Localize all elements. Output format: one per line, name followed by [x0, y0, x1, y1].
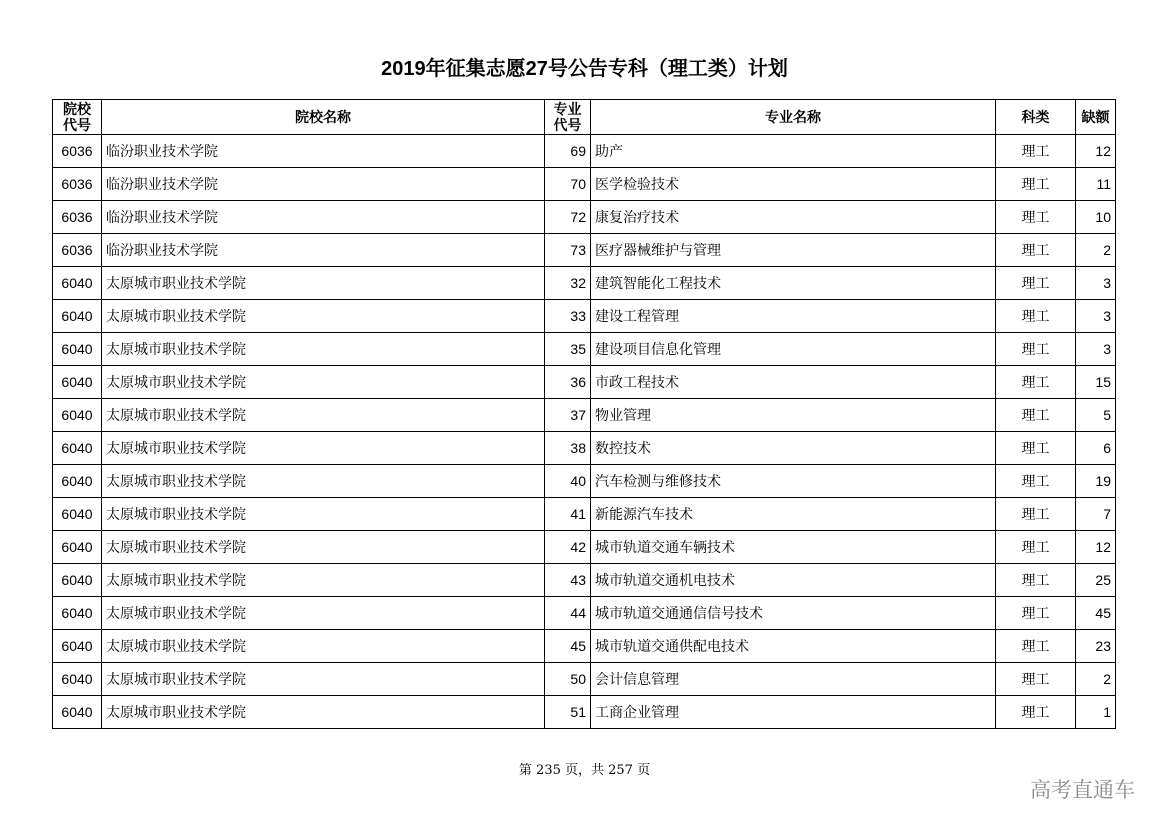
school-code-cell: 6040	[53, 630, 102, 663]
school-name-cell: 太原城市职业技术学院	[102, 663, 545, 696]
school-code-cell: 6036	[53, 135, 102, 168]
school-name-cell: 太原城市职业技术学院	[102, 366, 545, 399]
category-cell: 理工	[996, 498, 1076, 531]
school-code-cell: 6040	[53, 267, 102, 300]
table-row	[53, 399, 1116, 432]
category-cell: 理工	[996, 597, 1076, 630]
school-code-cell: 6040	[53, 366, 102, 399]
major-code-cell: 37	[545, 399, 591, 432]
quota-cell: 25	[1076, 564, 1116, 597]
page-footer: 第 235 页，共 257 页	[518, 763, 651, 778]
quota-cell: 10	[1076, 201, 1116, 234]
table-row	[53, 663, 1116, 696]
school-code-cell: 6040	[53, 531, 102, 564]
category-cell: 理工	[996, 432, 1076, 465]
quota-cell: 11	[1076, 168, 1116, 201]
major-name-cell: 会计信息管理	[591, 663, 996, 696]
major-code-cell: 40	[545, 465, 591, 498]
major-code-cell: 72	[545, 201, 591, 234]
quota-cell: 12	[1076, 531, 1116, 564]
school-code-cell: 6040	[53, 663, 102, 696]
major-name-cell: 物业管理	[591, 399, 996, 432]
school-code-cell: 6040	[53, 399, 102, 432]
major-code-cell: 73	[545, 234, 591, 267]
table-row	[53, 531, 1116, 564]
school-code-cell: 6040	[53, 498, 102, 531]
major-code-cell: 70	[545, 168, 591, 201]
quota-cell: 23	[1076, 630, 1116, 663]
major-name-cell: 城市轨道交通通信信号技术	[591, 597, 996, 630]
major-name-cell: 城市轨道交通供配电技术	[591, 630, 996, 663]
page-title: 2019年征集志愿27号公告专科（理工类）计划	[381, 58, 788, 80]
school-name-cell: 太原城市职业技术学院	[102, 465, 545, 498]
table-header-row	[53, 100, 1116, 135]
category-cell: 理工	[996, 366, 1076, 399]
table-row	[53, 366, 1116, 399]
header-school-code: 院校 代号	[53, 100, 102, 135]
plan-table	[52, 99, 1116, 729]
school-code-cell: 6040	[53, 300, 102, 333]
school-name-cell: 太原城市职业技术学院	[102, 399, 545, 432]
major-code-cell: 51	[545, 696, 591, 729]
school-name-cell: 临汾职业技术学院	[102, 234, 545, 267]
major-code-cell: 45	[545, 630, 591, 663]
table-row	[53, 498, 1116, 531]
school-code-cell: 6036	[53, 201, 102, 234]
quota-cell: 1	[1076, 696, 1116, 729]
table-row	[53, 135, 1116, 168]
major-code-cell: 32	[545, 267, 591, 300]
table-row	[53, 432, 1116, 465]
school-code-cell: 6040	[53, 564, 102, 597]
quota-cell: 3	[1076, 333, 1116, 366]
header-quota: 缺额	[1076, 100, 1116, 135]
category-cell: 理工	[996, 564, 1076, 597]
major-name-cell: 助产	[591, 135, 996, 168]
school-name-cell: 太原城市职业技术学院	[102, 696, 545, 729]
school-name-cell: 临汾职业技术学院	[102, 135, 545, 168]
category-cell: 理工	[996, 663, 1076, 696]
school-name-cell: 太原城市职业技术学院	[102, 300, 545, 333]
school-name-cell: 太原城市职业技术学院	[102, 267, 545, 300]
header-category: 科类	[996, 100, 1076, 135]
quota-cell: 45	[1076, 597, 1116, 630]
category-cell: 理工	[996, 201, 1076, 234]
category-cell: 理工	[996, 399, 1076, 432]
category-cell: 理工	[996, 531, 1076, 564]
school-code-cell: 6040	[53, 597, 102, 630]
major-code-cell: 69	[545, 135, 591, 168]
quota-cell: 19	[1076, 465, 1116, 498]
watermark: 高考直通车	[1030, 778, 1135, 802]
category-cell: 理工	[996, 234, 1076, 267]
major-code-cell: 50	[545, 663, 591, 696]
major-code-cell: 35	[545, 333, 591, 366]
table-row	[53, 333, 1116, 366]
table-row	[53, 696, 1116, 729]
header-school-name: 院校名称	[102, 100, 545, 135]
quota-cell: 6	[1076, 432, 1116, 465]
school-name-cell: 太原城市职业技术学院	[102, 498, 545, 531]
quota-cell: 3	[1076, 300, 1116, 333]
school-name-cell: 太原城市职业技术学院	[102, 432, 545, 465]
school-code-cell: 6040	[53, 465, 102, 498]
table-row	[53, 234, 1116, 267]
category-cell: 理工	[996, 465, 1076, 498]
quota-cell: 3	[1076, 267, 1116, 300]
major-code-cell: 41	[545, 498, 591, 531]
major-name-cell: 建筑智能化工程技术	[591, 267, 996, 300]
school-name-cell: 太原城市职业技术学院	[102, 597, 545, 630]
major-code-cell: 38	[545, 432, 591, 465]
table-row	[53, 465, 1116, 498]
table-row	[53, 564, 1116, 597]
major-name-cell: 康复治疗技术	[591, 201, 996, 234]
school-name-cell: 太原城市职业技术学院	[102, 531, 545, 564]
major-code-cell: 42	[545, 531, 591, 564]
table-row	[53, 630, 1116, 663]
table-row	[53, 201, 1116, 234]
school-code-cell: 6040	[53, 432, 102, 465]
category-cell: 理工	[996, 333, 1076, 366]
category-cell: 理工	[996, 168, 1076, 201]
category-cell: 理工	[996, 630, 1076, 663]
header-major-name: 专业名称	[591, 100, 996, 135]
quota-cell: 15	[1076, 366, 1116, 399]
school-name-cell: 临汾职业技术学院	[102, 168, 545, 201]
major-name-cell: 工商企业管理	[591, 696, 996, 729]
table-row	[53, 597, 1116, 630]
quota-cell: 12	[1076, 135, 1116, 168]
category-cell: 理工	[996, 300, 1076, 333]
major-name-cell: 汽车检测与维修技术	[591, 465, 996, 498]
school-code-cell: 6036	[53, 234, 102, 267]
school-code-cell: 6036	[53, 168, 102, 201]
quota-cell: 2	[1076, 663, 1116, 696]
major-name-cell: 市政工程技术	[591, 366, 996, 399]
school-name-cell: 临汾职业技术学院	[102, 201, 545, 234]
school-name-cell: 太原城市职业技术学院	[102, 630, 545, 663]
major-name-cell: 医疗器械维护与管理	[591, 234, 996, 267]
school-name-cell: 太原城市职业技术学院	[102, 564, 545, 597]
quota-cell: 2	[1076, 234, 1116, 267]
category-cell: 理工	[996, 267, 1076, 300]
major-name-cell: 数控技术	[591, 432, 996, 465]
major-code-cell: 43	[545, 564, 591, 597]
table-row	[53, 300, 1116, 333]
major-name-cell: 医学检验技术	[591, 168, 996, 201]
major-name-cell: 建设项目信息化管理	[591, 333, 996, 366]
table-row	[53, 168, 1116, 201]
school-code-cell: 6040	[53, 696, 102, 729]
category-cell: 理工	[996, 696, 1076, 729]
quota-cell: 5	[1076, 399, 1116, 432]
major-code-cell: 44	[545, 597, 591, 630]
major-name-cell: 城市轨道交通车辆技术	[591, 531, 996, 564]
table-row	[53, 267, 1116, 300]
major-name-cell: 新能源汽车技术	[591, 498, 996, 531]
major-code-cell: 33	[545, 300, 591, 333]
major-code-cell: 36	[545, 366, 591, 399]
header-major-code: 专业 代号	[545, 100, 591, 135]
table-body	[53, 135, 1116, 729]
school-name-cell: 太原城市职业技术学院	[102, 333, 545, 366]
school-code-cell: 6040	[53, 333, 102, 366]
major-name-cell: 建设工程管理	[591, 300, 996, 333]
category-cell: 理工	[996, 135, 1076, 168]
major-name-cell: 城市轨道交通机电技术	[591, 564, 996, 597]
quota-cell: 7	[1076, 498, 1116, 531]
